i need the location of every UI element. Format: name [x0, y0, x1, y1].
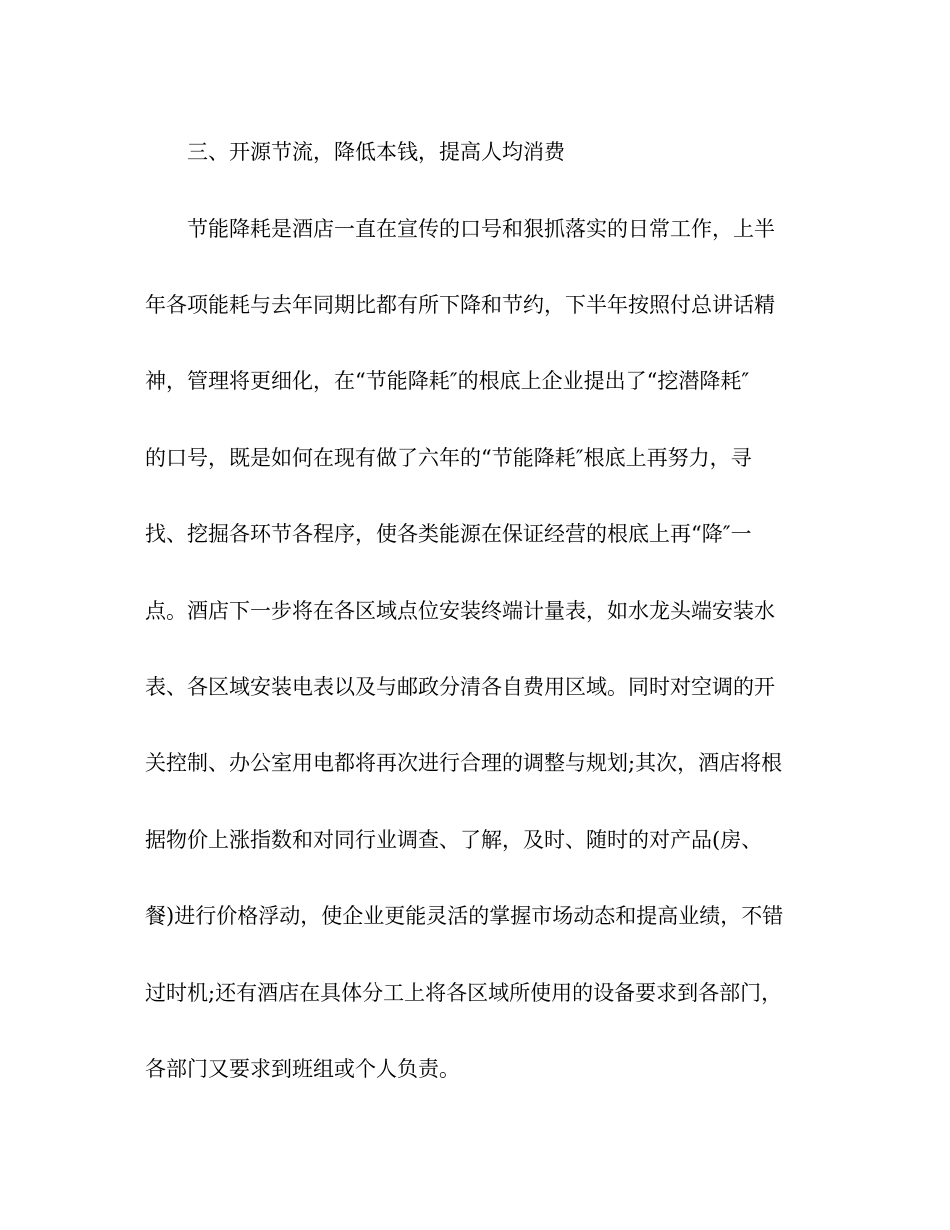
paragraph-line-9: 据物价上涨指数和对同行业调查、了解，及时、随时的对产品(房、 [145, 828, 763, 852]
paragraph-line-4: 的口号，既是如何在现有做了六年的“节能降耗″根底上再努力，寻 [145, 446, 752, 470]
paragraph-line-7: 表、各区域安装电表以及与邮政分清各自费用区域。同时对空调的开 [145, 675, 775, 699]
paragraph-line-12: 各部门又要求到班组或个人负责。 [145, 1057, 460, 1081]
section-heading: 三、开源节流，降低本钱，提高人均消费 [187, 140, 565, 164]
paragraph-line-11: 过时机;还有酒店在具体分工上将各区域所使用的设备要求到各部门， [145, 981, 783, 1005]
paragraph-line-6: 点。酒店下一步将在各区域点位安装终端计量表，如水龙头端安装水 [145, 599, 775, 623]
paragraph-line-3: 神，管理将更细化，在“节能降耗″的根底上企业提出了“挖潜降耗″ [145, 369, 750, 393]
paragraph-line-1: 节能降耗是酒店一直在宣传的口号和狠抓落实的日常工作，上半 [187, 217, 775, 241]
paragraph-line-10: 餐)进行价格浮动，使企业更能灵活的掌握市场动态和提高业绩，不错 [145, 904, 784, 928]
paragraph-line-2: 年各项能耗与去年同期比都有所下降和节约，下半年按照付总讲话精 [145, 293, 775, 317]
paragraph-line-8: 关控制、办公室用电都将再次进行合理的调整与规划;其次，酒店将根 [145, 751, 783, 775]
paragraph-line-5: 找、挖掘各环节各程序，使各类能源在保证经营的根底上再“降″一 [145, 522, 752, 546]
